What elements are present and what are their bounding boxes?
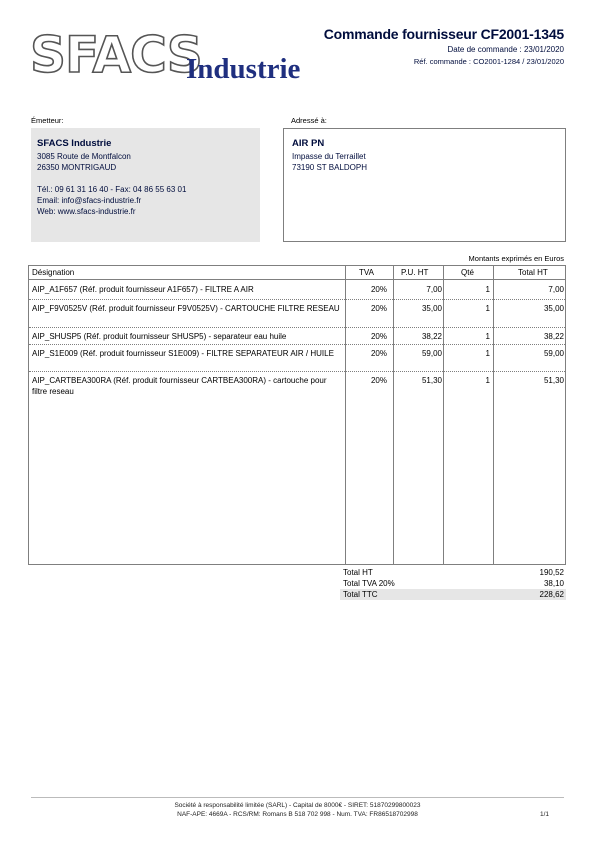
row-unit-price: 59,00 — [421, 349, 442, 358]
row-quantity: 1 — [485, 332, 490, 341]
footer-registration-line: NAF-APE: 4669A - RCS/RM: Romans B 518 702 998 - Num. TVA: FR86518702998 — [177, 811, 418, 818]
header-divider — [29, 279, 565, 280]
total-tva-label: Total TVA 20% — [343, 579, 395, 588]
company-logo — [30, 26, 320, 90]
total-ht-row — [340, 567, 566, 578]
row-designation: AIP_CARTBEA300RA (Réf. produit fournisseur CARTBEA300RA) - cartouche pour filtre reseau — [32, 376, 327, 396]
table-row — [29, 345, 565, 372]
emitter-web-line: Web: www.sfacs-industrie.fr — [37, 207, 136, 216]
emitter-panel — [31, 128, 260, 242]
row-unit-price: 38,22 — [421, 332, 442, 341]
row-quantity: 1 — [485, 349, 490, 358]
addressee-caption: Adressé à: — [291, 116, 327, 125]
total-ttc-value: 228,62 — [539, 590, 564, 599]
row-quantity: 1 — [485, 376, 490, 385]
addressee-panel — [283, 128, 566, 242]
total-ht-label: Total HT — [343, 568, 373, 577]
total-tva-value: 38,10 — [543, 579, 564, 588]
row-tva: 20% — [370, 304, 387, 313]
currency-note: Montants exprimés en Euros — [468, 254, 564, 263]
header-total: Total HT — [518, 268, 548, 277]
row-total: 59,00 — [543, 349, 564, 358]
total-ht-value: 190,52 — [539, 568, 564, 577]
row-tva: 20% — [370, 285, 387, 294]
order-reference: Réf. commande : CO2001-1284 / 23/01/2020 — [413, 57, 564, 66]
logo-brand: SFACS — [30, 26, 202, 84]
row-total: 35,00 — [543, 304, 564, 313]
table-row — [29, 300, 565, 328]
items-table — [28, 265, 566, 565]
page-number: 1/1 — [539, 811, 549, 818]
addressee-street-line: Impasse du Terraillet — [292, 152, 366, 161]
row-tva: 20% — [370, 349, 387, 358]
table-row — [29, 328, 565, 345]
row-designation: AIP_S1E009 (Réf. produit fournisseur S1E009) - FILTRE SEPARATEUR AIR / HUILE — [32, 349, 334, 358]
logo-suffix: Industrie — [186, 53, 301, 85]
table-row — [29, 281, 565, 300]
emitter-address-line: 3085 Route de Montfalcon — [37, 152, 131, 161]
row-unit-price: 51,30 — [421, 376, 442, 385]
addressee-city-line: 73190 ST BALDOPH — [292, 163, 368, 172]
row-tva: 20% — [370, 332, 387, 341]
footer-divider — [31, 797, 564, 798]
footer-legal-line: Société à responsabilité limitée (SARL) - Capital de 8000€ - SIRET: 51870299800023 — [174, 802, 421, 809]
row-quantity: 1 — [485, 285, 490, 294]
order-date: Date de commande : 23/01/2020 — [447, 45, 564, 54]
row-designation: AIP_F9V0525V (Réf. produit fournisseur F9V0525V) - CARTOUCHE FILTRE RESEAU — [32, 304, 340, 313]
emitter-phone-line: Tél.: 09 61 31 16 40 - Fax: 04 86 55 63 01 — [37, 185, 187, 194]
row-unit-price: 7,00 — [426, 285, 442, 294]
emitter-caption: Émetteur: — [31, 116, 64, 125]
row-total: 51,30 — [543, 376, 564, 385]
total-ttc-label: Total TTC — [343, 590, 378, 599]
emitter-email-line: Email: info@sfacs-industrie.fr — [37, 196, 142, 205]
table-row — [29, 372, 565, 402]
total-ttc-row — [340, 589, 566, 600]
addressee-name: AIR PN — [292, 138, 325, 149]
row-tva: 20% — [370, 376, 387, 385]
emitter-name: SFACS Industrie — [37, 138, 112, 149]
row-quantity: 1 — [485, 304, 490, 313]
header-unit-price: P.U. HT — [401, 268, 429, 277]
document-title: Commande fournisseur CF2001-1345 — [323, 26, 564, 42]
row-unit-price: 35,00 — [421, 304, 442, 313]
row-designation: AIP_A1F657 (Réf. produit fournisseur A1F657) - FILTRE A AIR — [32, 285, 254, 294]
header-tva: TVA — [359, 268, 374, 277]
emitter-city-line: 26350 MONTRIGAUD — [37, 163, 117, 172]
header-quantity: Qté — [461, 268, 474, 277]
total-tva-row — [340, 578, 566, 589]
row-total: 38,22 — [543, 332, 564, 341]
header-designation: Désignation — [32, 268, 75, 277]
row-total: 7,00 — [548, 285, 564, 294]
row-designation: AIP_SHUSP5 (Réf. produit fournisseur SHUSP5) - separateur eau huile — [32, 332, 287, 341]
emitter-blank-line — [37, 173, 186, 184]
totals-block — [340, 567, 566, 600]
